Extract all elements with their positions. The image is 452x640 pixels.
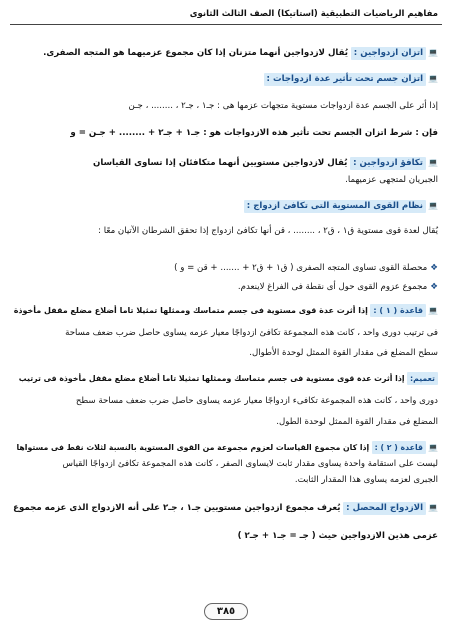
paragraph-line: فى ترتيب دورى واحد ، كانت هذه المجموعة تكافئ ازدواجًا معيار عزمه يساوى حاصل ضرب ضعف مساحة (65, 328, 438, 338)
heading-body-equilibrium (14, 72, 438, 86)
paragraph-line: المضلع فى مقدار القوة الممثل لوحدة الطول. (276, 417, 438, 427)
paragraph-line: ليست على استقامة واحدة يساوى مقدار ثابت لايساوى الصفر ، كانت هذه المجموعة تكافئ ازدواجًا القياس (62, 459, 438, 469)
laptop-icon: 💻 (428, 201, 438, 210)
paragraph-line: دورى واحد ، كانت هذه المجموعة تكافىء ازدواجًا معيار عزمه يساوى حاصل ضرب ضعف مساحة سطح (75, 396, 438, 406)
section-tag: تعميم: (407, 372, 438, 385)
laptop-icon: 💻 (428, 158, 438, 167)
paragraph-line: الجبرى لعزمه يساوى هذا المقدار الثابت. (294, 475, 438, 485)
page-number: ٣٨٥ (204, 603, 248, 620)
bullet-resultant: ❖محصلة القوى تساوى المتجه الصفرى ( ق١ + ق٢ + ....... + قن = و ) (174, 263, 438, 273)
definition-balanced-couples: 💻اتزان ازدواجين : يُقال لازدواجين أنهما متزنان إذا كان مجموع عزميهما هو المتجه الصفرى. (43, 48, 438, 58)
paragraph-line: الجبريان لمتجهى عزميهما. (345, 175, 438, 185)
diamond-bullet-icon: ❖ (430, 263, 438, 273)
rule-two: 💻قاعدة ( ٢ ) : إذا كان مجموع القياسات لعزوم مجموعة من القوى المستوية بالنسبة لثلاث نقط فى مستواها (16, 443, 438, 452)
laptop-icon: 💻 (428, 443, 438, 452)
equation-line: عزمى هذين الازدواجين حيث ( جـ = جـ١ + جـ٢ ) (237, 531, 438, 541)
equation-line: فإن : شرط اتزان الجسم تحت تأثير هذه الازدواجات هو : جـ١ + جـ٢ + ........ + جـن = و (70, 128, 438, 138)
rule-one: 💻قاعدة ( ١ ) : إذا أثرت عدة قوى مستوية فى جسم متماسك وممثلها تمثيلا تاما أضلاع مضلع مقفل مأخوذة (13, 306, 438, 315)
section-tag: اتزان جسم تحت تأثير عدة ازدواجات : (264, 73, 426, 86)
section-tag: تكافؤ ازدواجين : (350, 157, 426, 170)
section-tag: قاعدة ( ١ ) : (370, 304, 426, 317)
paragraph-line: سطح المضلع فى مقدار القوة الممثل لوحدة الأطوال. (249, 348, 438, 358)
laptop-icon: 💻 (428, 74, 438, 83)
page-footer (0, 599, 452, 620)
laptop-icon: 💻 (428, 48, 438, 57)
definition-equivalent-couples: 💻تكافؤ ازدواجين : يُقال لازدواجين مستويين أنهما متكافئان إذا تساوى القياسان (93, 158, 438, 168)
diamond-bullet-icon: ❖ (430, 282, 438, 292)
laptop-icon: 💻 (428, 503, 438, 512)
section-tag: نظام القوى المستوية التى تكافئ ازدواج : (244, 200, 426, 213)
definition-resultant-couple: 💻الازدواج المحصل : يُعرف مجموع ازدواجين مستويين جـ١ ، جـ٢ على أنه الازدواج الذى عزمه مجموع (13, 503, 438, 513)
section-tag: اتزان ازدواجين : (351, 47, 426, 60)
heading-force-system (14, 199, 438, 213)
section-tag: الازدواج المحصل : (343, 502, 426, 515)
bullet-moments: ❖مجموع عزوم القوى حول أى نقطة فى الفراغ لاينعدم. (237, 282, 438, 292)
generalization: تعميم: إذا أثرت عدة قوى مستوية فى جسم متماسك وممثلها تمثيلا تاما أضلاع مضلع مقفل مأخوذة فى ترتيب (14, 372, 438, 385)
paragraph-line: يُقال لعدة قوى مستوية ق١ ، ق٢ ، ........ ، قن أنها تكافئ ازدواج إذا تحقق الشرطان الآتيان معًا : (98, 226, 438, 236)
section-tag: قاعدة ( ٢ ) : (372, 441, 426, 454)
page-header: مفاهيم الرياضيات التطبيقية (استاتيكا) الصف الثالث الثانوى (10, 6, 442, 25)
laptop-icon: 💻 (428, 306, 438, 315)
paragraph-line: إذا أثر على الجسم عدة ازدواجات مستوية متجهات عزمها هى : جـ١ ، جـ٢ ، ........ ، جـن (128, 101, 438, 111)
